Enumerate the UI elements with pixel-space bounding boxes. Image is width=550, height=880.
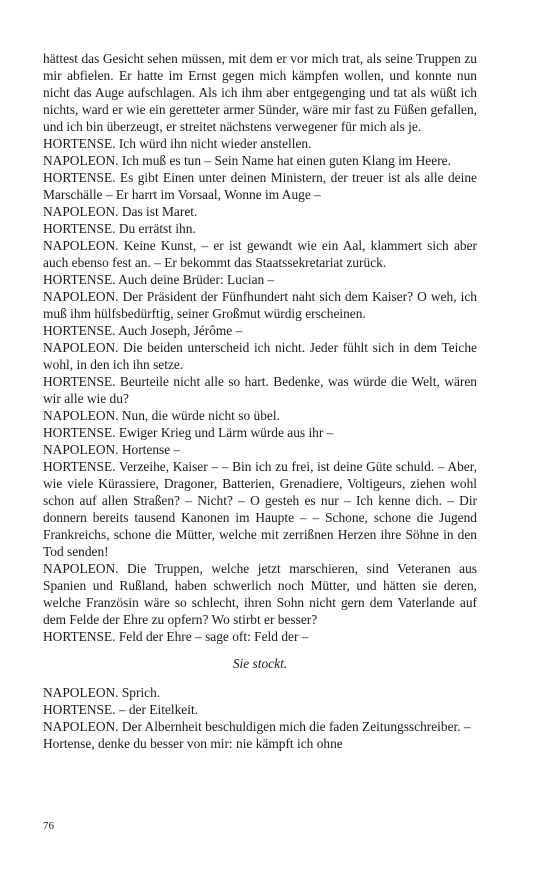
speech-paragraph: NAPOLEON. Hortense – xyxy=(43,442,181,457)
speech-paragraph: NAPOLEON. Nun, die würde nicht so übel. xyxy=(43,408,280,423)
speech-paragraph: NAPOLEON. Das ist Maret. xyxy=(43,204,198,219)
speech-paragraph: HORTENSE. Es gibt Einen unter deinen Ministern, der treuer ist als alle deine Marschälle – Er harrt im Vorsaal, Wonne im Auge – xyxy=(43,170,477,202)
speech-paragraph: NAPOLEON. Die Truppen, welche jetzt marschieren, sind Veteranen aus Spanien und Rußland, haben schwerlich noch Mütter, und hätten sie deren, welche Französin wäre so schlecht, ihren Sohn nicht gern dem Vaterlande auf dem Felde der Ehre zu opfern? Wo stirbt er besser? xyxy=(43,561,477,627)
speech-paragraph: HORTENSE. Feld der Ehre – sage oft: Feld der – xyxy=(43,629,309,644)
speech-paragraph: NAPOLEON. Keine Kunst, – er ist gewandt wie ein Aal, klammert sich aber auch ebenso fest an. – Er bekommt das Staatssekretariat zurück. xyxy=(43,238,477,270)
page-number: 76 xyxy=(43,820,54,832)
speech-paragraph: HORTENSE. Auch Joseph, Jérôme – xyxy=(43,323,243,338)
speech-paragraph: NAPOLEON. Der Albernheit beschuldigen mich die faden Zeitungsschreiber. – Hortense, denke du besser von mir: nie kämpft ich ohne xyxy=(43,719,471,751)
speech-paragraph: HORTENSE. Ich würd ihn nicht wieder anstellen. xyxy=(43,136,312,151)
speech-paragraph: NAPOLEON. Ich muß es tun – Sein Name hat einen guten Klang im Heere. xyxy=(43,153,451,168)
book-page xyxy=(43,50,477,752)
speech-paragraph: NAPOLEON. Sprich. xyxy=(43,685,161,700)
speech-paragraph: NAPOLEON. Die beiden unterscheid ich nicht. Jeder fühlt sich in dem Teiche wohl, in den ich ihn setze. xyxy=(43,340,477,372)
speech-paragraph: HORTENSE. – der Eitelkeit. xyxy=(43,702,199,717)
speech-paragraph: HORTENSE. Beurteile nicht alle so hart. Bedenke, was würde die Welt, wären wir alle wie du? xyxy=(43,374,477,406)
speech-paragraph: HORTENSE. Auch deine Brüder: Lucian – xyxy=(43,272,275,287)
speech-paragraph: HORTENSE. Verzeihe, Kaiser – – Bin ich zu frei, ist deine Güte schuld. – Aber, wie viele Kürassiere, Dragoner, Batterien, Grenadiere, Voltigeurs, ziehen wohl schon auf allen Straßen? – Nicht? – O gesteh es nur – Ich kenne dich. – Dir donnern bereits tausend Kanonen im Haupte – – Schone, schone die Jugend Frankreichs, schone die Mütter, welche mit zerrißnen Herzen ihre Söhne in den Tod senden! xyxy=(43,459,477,559)
speech-paragraph: NAPOLEON. Der Präsident der Fünfhundert naht sich dem Kaiser? O weh, ich muß ihm hülfsbedürftig, seiner Großmut würdig erscheinen. xyxy=(43,289,477,321)
stage-direction: Sie stockt. xyxy=(232,656,288,671)
speech-paragraph: hättest das Gesicht sehen müssen, mit dem er vor mich trat, als seine Truppen zu mir abfielen. Er hatte im Ernst gegen mich kämpfen wollen, und konnte nun nicht das Auge aufschlagen. Als ich ihm aber entgegenging und tat als wüßt ich nichts, ward er wie ein geretteter armer Sünder, wäre mir fast zu Füßen gefallen, und ich bin überzeugt, er streitet nächstens verwegener für mich als je. xyxy=(43,51,477,134)
speech-paragraph: HORTENSE. Ewiger Krieg und Lärm würde aus ihr – xyxy=(43,425,334,440)
speech-paragraph: HORTENSE. Du errätst ihn. xyxy=(43,221,196,236)
